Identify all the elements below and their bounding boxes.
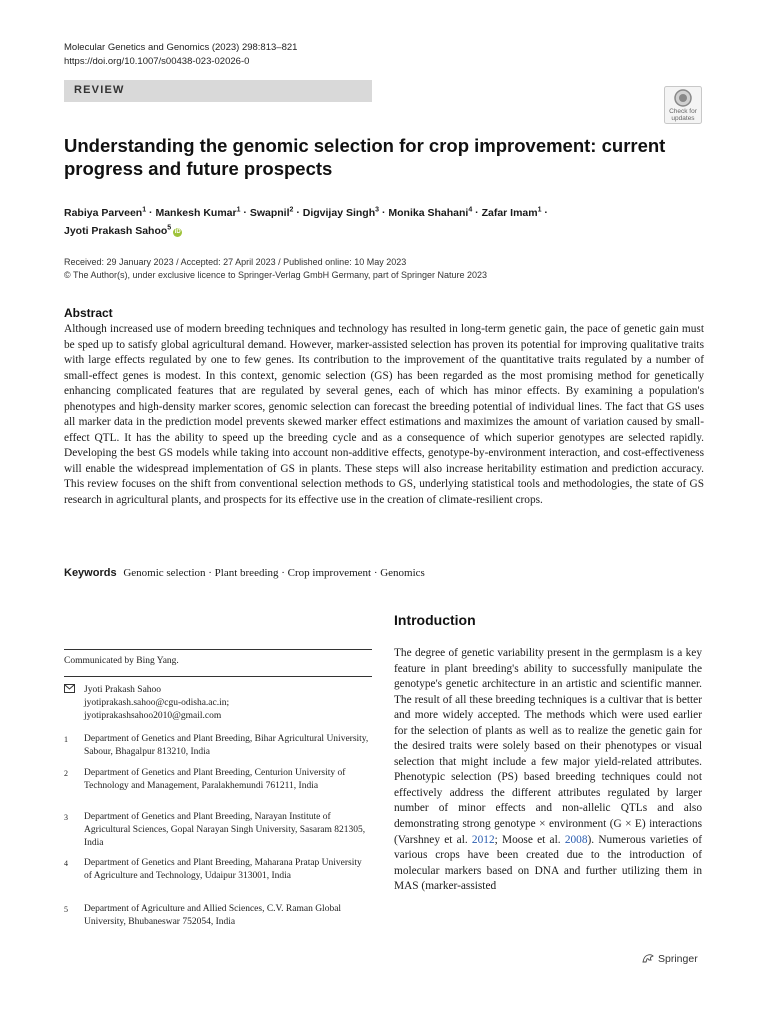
introduction-text: The degree of genetic variability present in the germplasm is a key feature in plant breeding's ability to successfully manipulate the genotype's genetic architecture in an artistic and scientific manner. The result of all these breeding techniques is a cultivar that is better and more widely accepted. The methods which were used earlier for the selection of plants as well as to realize the genetic gain for the desired traits were solely based on their phenotypes or visual selection that might include a few major yield-related attributes. Phenotypic selection (PS) based breeding techniques could not effectively address the different attributes regulated by larger number of minor effects and non-allelic QTLs and also demonstrating strong genotype × environment (G × E) interactions (Varshney et al. 2012; Moose et al. 2008). Numerous varieties of various crops have been created due to the introduction of molecular markers based on DNA and further utilizing them in MAS (marker-assisted [394,647,702,893]
affiliation: 5 Department of Agriculture and Allied Sciences, C.V. Raman Global University, Bhubaneswar 752054, India [64,904,342,927]
envelope-icon [64,684,75,697]
citation-link[interactable]: 2012 [471,833,495,846]
history-dates: Received: 29 January 2023 / Accepted: 27 April 2023 / Published online: 10 May 2023 [64,257,407,267]
copyright-line: © The Author(s), under exclusive licence to Springer-Verlag GmbH Germany, part of Springer Nature 2023 [64,270,487,280]
publisher-mark [642,953,698,965]
author[interactable]: Monika Shahani$^4$ [388,206,473,219]
affiliation: 3 Department of Genetics and Plant Breeding, Narayan Institute of Agricultural Sciences, Gopal Narayan Singh University, Sasaram 821305, India [64,812,366,848]
introduction-heading: Introduction [394,612,476,628]
author[interactable]: Digvijay Singh$^3$ [302,206,380,219]
keywords-label: Keywords [64,567,117,579]
corresponding-name: Jyoti Prakash Sahoo [84,685,162,695]
author[interactable]: Rabiya Parveen$^1$ [64,206,147,219]
section-label: REVIEW [74,84,125,96]
doi-link[interactable]: https://doi.org/10.1007/s00438-023-02026-0 [64,56,250,67]
author-list: Rabiya Parveen$^1$ · Mankesh Kumar$^1$ · Swapnil$^2$ · Digvijay Singh$^3$ · Monika Shahani$^4$ · Zafar Imam$^1$ · Jyoti Prakash Sahoo$^5$iD [64,206,548,237]
orcid-icon[interactable]: iD [174,229,181,235]
footnote-divider [64,676,372,677]
journal-citation [64,41,297,69]
corresponding-author [64,684,372,723]
author[interactable]: Swapnil$^2$ [249,206,294,219]
affiliation: 2 Department of Genetics and Plant Breeding, Centurion University of Technology and Management, Paralakhemundi 761211, India [64,768,346,791]
author[interactable]: Jyoti Prakash Sahoo$^5$ [64,224,172,237]
affiliation: 1 Department of Genetics and Plant Breeding, Bihar Agricultural University, Sabour, Bhagalpur 813210, India [64,734,369,757]
author[interactable]: Mankesh Kumar$^1$ [155,206,241,219]
publisher-name: Springer [658,953,698,965]
article-title: Understanding the genomic selection for crop improvement: current progress and future prospects [64,135,666,179]
email-link[interactable]: jyotiprakashsahoo2010@gmail.com [84,711,222,721]
footnote-divider [64,649,372,650]
publication-dates [64,256,487,282]
communicated-by: Communicated by Bing Yang. [64,656,179,666]
citation-link[interactable]: 2008 [564,833,588,846]
keywords-list: Genomic selection · Plant breeding · Crop improvement · Genomics [123,567,425,579]
abstract-text: Although increased use of modern breeding techniques and technology has resulted in long-term genetic gain, the pace of genetic gain must be sped up to satisfy global agricultural demand. However, marker-assisted selection has proven its potential for improving qualitative traits with large effects regulated by one to few genes. Its contribution to the improvement of the quantitative traits regulated by a number of small-effect genes is modest. In this context, genomic selection (GS) has been regarded as the most promising method for genetically enhancing complicated features that are regulated by several genes, each of which has minor effects. By examining a population's phenotypes and high-density marker scores, genomic selection can forecast the breeding potential of individual lines. The fact that GS uses all marker data in the prediction model prevents skewed marker effect estimations and maximizes the amount of variation caused by small-effect QTL. It has the ability to speed up the breeding cycle and as a consequence of which superior genotypes are selected rapidly. Developing the best GS models while taking into account non-additive effects, genotype-by-environment interaction, and cost-effectiveness will enable the widespread implementation of GS in plants. These steps will also increase heritability estimation and prediction accuracy. This review focuses on the shift from conventional selection methods to GS, underlying statistical tools and methodologies, the state of GS research in agricultural plants, and prospects for its effective use in the creation of climate-resilient crops. [64,323,704,506]
abstract-heading: Abstract [64,306,113,320]
journal-name: Molecular Genetics and Genomics (2023) 298:813–821 [64,42,298,53]
affiliation: 4 Department of Genetics and Plant Breeding, Maharana Pratap University of Agriculture and Technology, Udaipur 313001, India [64,858,362,881]
springer-horse-icon [642,953,654,963]
email-link[interactable]: jyotiprakash.sahoo@cgu-odisha.ac.in; [84,698,230,708]
check-updates-label: Check for updates [669,108,697,122]
author[interactable]: Zafar Imam$^1$ [481,206,542,219]
keywords [64,566,425,581]
